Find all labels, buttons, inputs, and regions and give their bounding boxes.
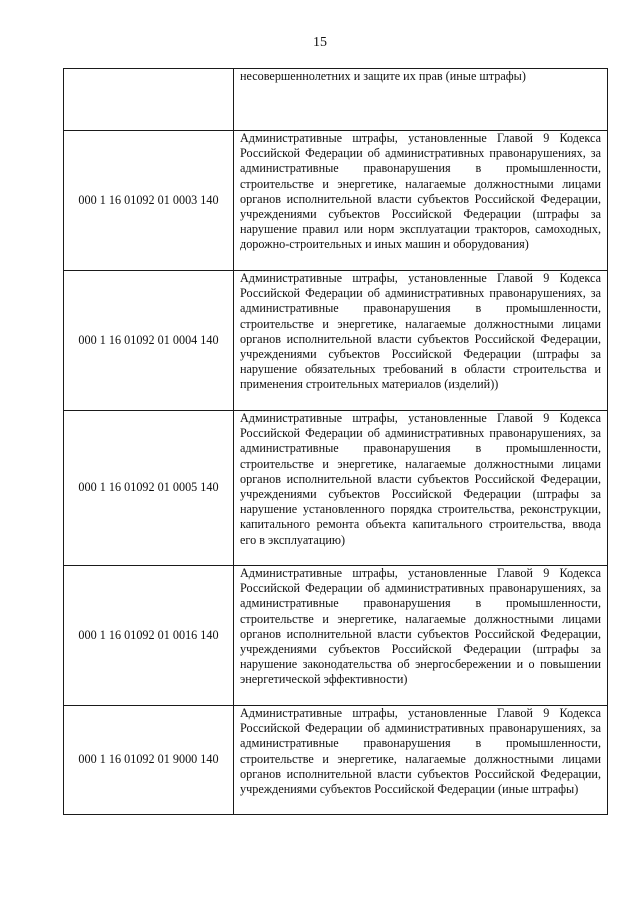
table-row [64,131,608,271]
page-number: 15 [313,35,327,50]
description-cell [234,271,608,411]
table-row [64,706,608,815]
table-row [64,69,608,131]
table-row [64,566,608,706]
code-cell: 000 1 16 01092 01 9000 140 [64,706,234,815]
description-text: Административные штрафы, установленные Главой 9 Кодекса Российской Федерации об административных правонарушениях, за административные правонарушения в промышленности, строительстве и энергетике, налагаемые должностными лицами органов исполнительной власти субъектов Российской Федерации, учреждениями субъектов Российской Федерации (штрафы за нарушение установленного порядка строительства, реконструкции, капитального ремонта объекта капитального строительства, ввода его в эксплуатацию) [240,411,601,547]
code-cell: 000 1 16 01092 01 0005 140 [64,411,234,566]
code-cell [64,69,234,131]
budget-classification-table [63,68,608,815]
description-cell [234,69,608,131]
description-cell [234,131,608,271]
description-cell [234,411,608,566]
description-cell [234,706,608,815]
description-text: Административные штрафы, установленные Главой 9 Кодекса Российской Федерации об административных правонарушениях, за административные правонарушения в промышленности, строительстве и энергетике, налагаемые должностными лицами органов исполнительной власти субъектов Российской Федерации, учреждениями субъектов Российской Федерации (штрафы за нарушение обязательных требований в области строительства и применения строительных материалов (изделий)) [240,271,601,392]
description-text: Административные штрафы, установленные Главой 9 Кодекса Российской Федерации об административных правонарушениях, за административные правонарушения в промышленности, строительстве и энергетике, налагаемые должностными лицами органов исполнительной власти субъектов Российской Федерации, учреждениями субъектов Российской Федерации (иные штрафы) [240,706,601,797]
table-row [64,411,608,566]
code-cell: 000 1 16 01092 01 0004 140 [64,271,234,411]
description-cell [234,566,608,706]
description-text: несовершеннолетних и защите их прав (иные штрафы) [240,69,526,83]
code-cell: 000 1 16 01092 01 0003 140 [64,131,234,271]
table-row [64,271,608,411]
description-text: Административные штрафы, установленные Главой 9 Кодекса Российской Федерации об административных правонарушениях, за административные правонарушения в промышленности, строительстве и энергетике, налагаемые должностными лицами органов исполнительной власти субъектов Российской Федерации, учреждениями субъектов Российской Федерации (штрафы за нарушение правил или норм эксплуатации тракторов, самоходных, дорожно-строительных и иных машин и оборудования) [240,131,601,252]
code-cell: 000 1 16 01092 01 0016 140 [64,566,234,706]
description-text: Административные штрафы, установленные Главой 9 Кодекса Российской Федерации об административных правонарушениях, за административные правонарушения в промышленности, строительстве и энергетике, налагаемые должностными лицами органов исполнительной власти субъектов Российской Федерации, учреждениями субъектов Российской Федерации (штрафы за нарушение законодательства об энергосбережении и о повышении энергетической эффективности) [240,566,601,687]
